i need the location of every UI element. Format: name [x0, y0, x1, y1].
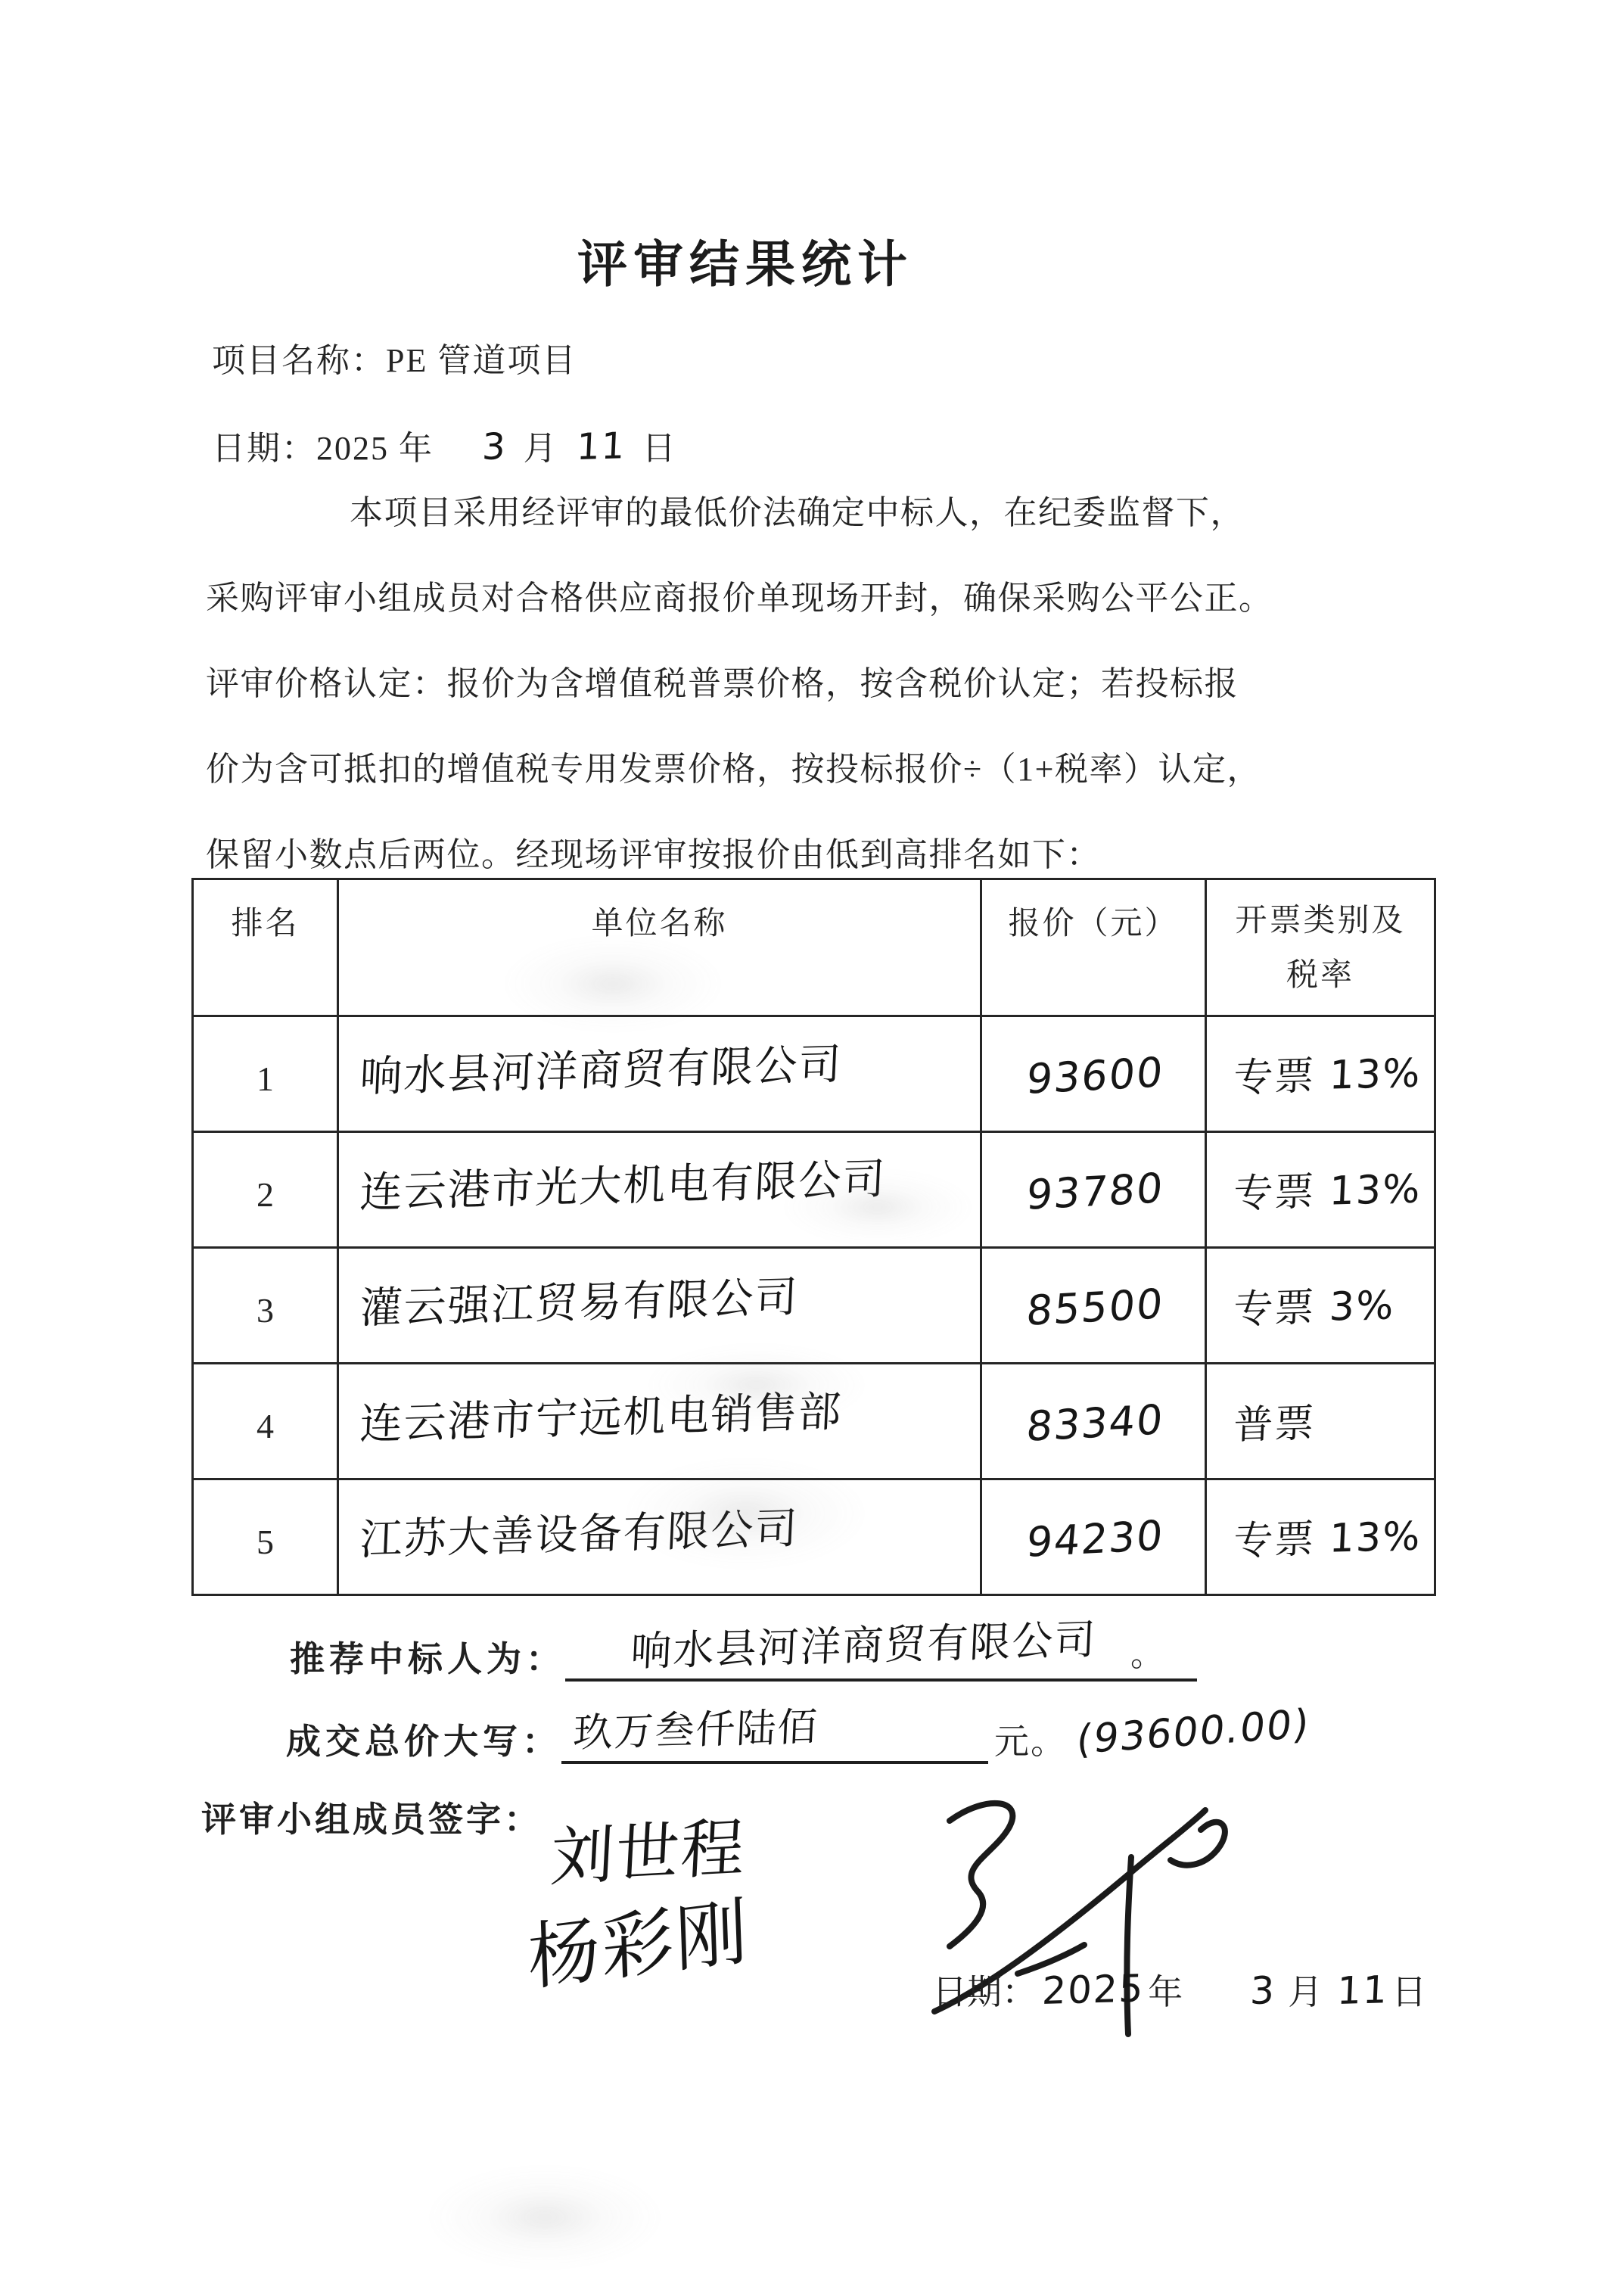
- winner-underline: [565, 1615, 1197, 1682]
- signature-2-handwritten: 杨彩刚: [526, 1888, 751, 2001]
- price-handwritten: 94230: [1024, 1510, 1167, 1566]
- invoice-handwritten: 专票 13%: [1233, 1165, 1422, 1217]
- price-cell: [981, 1016, 1206, 1132]
- invoice-handwritten: 专票 13%: [1233, 1050, 1422, 1101]
- table-row: [193, 1016, 1435, 1132]
- rank-cell: 3: [193, 1248, 338, 1364]
- winner-label: 推荐中标人为：: [290, 1640, 565, 1678]
- date-month-handwritten: 3: [481, 425, 508, 468]
- company-handwritten: 响水县河洋商贸有限公司: [359, 1040, 844, 1102]
- bottom-date-month-suffix: 月: [1288, 1973, 1323, 2011]
- paragraph-line: 保留小数点后两位。经现场评审按报价由低到高排名如下：: [206, 836, 1101, 873]
- rank-cell: 4: [193, 1364, 338, 1479]
- table-header-row: [193, 879, 1435, 1016]
- bottom-date-month-handwritten: 3: [1248, 1968, 1277, 2013]
- price-cell: [981, 1248, 1206, 1364]
- project-name-label: 项目名称：: [212, 342, 386, 379]
- table-row: [193, 1248, 1435, 1364]
- invoice-cell: [1206, 1248, 1435, 1364]
- total-amount-line: [286, 1700, 1313, 1764]
- invoice-handwritten: 专票 3%: [1233, 1282, 1396, 1333]
- table-row: [193, 1479, 1435, 1595]
- invoice-cell: [1206, 1132, 1435, 1248]
- company-cell: [338, 1248, 981, 1364]
- invoice-cell: [1206, 1479, 1435, 1595]
- header-price: 报价（元）: [981, 879, 1206, 1016]
- company-cell: [338, 1364, 981, 1479]
- recommended-winner-line: [290, 1615, 1197, 1682]
- price-handwritten: 85500: [1024, 1279, 1167, 1335]
- header-invoice-line1: 开票类别及: [1235, 904, 1406, 938]
- company-handwritten: 连云港市宁远机电销售部: [359, 1387, 844, 1449]
- price-handwritten: 93780: [1024, 1163, 1167, 1219]
- paragraph-line: 本项目采用经评审的最低价法确定中标人，在纪委监督下，: [350, 494, 1245, 531]
- project-name-line: [212, 333, 577, 381]
- amount-capital-handwritten: 玖万叁仟陆佰: [572, 1704, 819, 1756]
- company-handwritten: 江苏大善设备有限公司: [359, 1504, 800, 1565]
- paragraph-line: 价为含可抵扣的增值税专用发票价格，按投标报价÷（1+税率）认定，: [206, 751, 1261, 788]
- bottom-date-label: 日期：: [932, 1973, 1037, 2011]
- paragraph-line: 采购评审小组成员对合格供应商报价单现场开封，确保采购公平公正。: [206, 580, 1273, 617]
- page-title: 评审结果统计: [577, 238, 913, 293]
- bottom-date-line: [932, 1965, 1426, 2014]
- price-handwritten: 93600: [1024, 1047, 1167, 1103]
- signature-1-handwritten: 刘世程: [549, 1810, 748, 1895]
- bottom-date-year-handwritten: 2025: [1041, 1966, 1146, 2013]
- bottom-date-day-handwritten: 11: [1335, 1968, 1389, 2013]
- header-company: 单位名称: [338, 879, 981, 1016]
- company-cell: [338, 1132, 981, 1248]
- company-handwritten: 连云港市光大机电有限公司: [359, 1154, 888, 1218]
- date-day-suffix: 日: [642, 430, 677, 467]
- date-year-suffix: 年: [399, 430, 434, 467]
- invoice-handwritten: 普票: [1233, 1400, 1317, 1448]
- amount-numeric-handwritten: (93600.00): [1074, 1700, 1313, 1763]
- company-cell: [338, 1479, 981, 1595]
- bid-ranking-table: [191, 878, 1436, 1596]
- company-handwritten: 灌云强江贸易有限公司: [359, 1272, 800, 1333]
- signature-3-scribble: [904, 1784, 1245, 2064]
- table-row: [193, 1364, 1435, 1479]
- rank-cell: 5: [193, 1479, 338, 1595]
- winner-name-handwritten: 响水县河洋商贸有限公司: [630, 1615, 1098, 1675]
- invoice-cell: [1206, 1364, 1435, 1479]
- amount-label: 成交总价大写：: [286, 1722, 561, 1761]
- rank-cell: 2: [193, 1132, 338, 1248]
- bottom-date-day-suffix: 日: [1391, 1973, 1427, 2011]
- invoice-handwritten: 专票 13%: [1233, 1513, 1422, 1564]
- header-rank: 排名: [193, 879, 338, 1016]
- amount-unit: 元。: [994, 1722, 1067, 1761]
- company-cell: [338, 1016, 981, 1132]
- price-cell: [981, 1364, 1206, 1479]
- price-handwritten: 83340: [1024, 1395, 1167, 1451]
- header-invoice: [1206, 879, 1435, 1016]
- table-row: [193, 1132, 1435, 1248]
- winner-period: 。: [1130, 1636, 1164, 1673]
- date-label: 日期：: [212, 430, 316, 467]
- price-cell: [981, 1479, 1206, 1595]
- date-year: 2025: [316, 430, 389, 467]
- signature-section-label: 评审小组成员签字：: [201, 1800, 542, 1839]
- rank-cell: 1: [193, 1016, 338, 1132]
- date-day-handwritten: 11: [575, 425, 627, 468]
- paragraph-line: 评审价格认定：报价为含增值税普票价格，按含税价认定；若投标报: [206, 665, 1239, 702]
- date-month-suffix: 月: [523, 430, 558, 467]
- body-paragraph: [206, 490, 1454, 918]
- scan-smudge: [424, 2164, 666, 2270]
- top-date-line: [212, 421, 677, 469]
- header-invoice-line2: 税率: [1286, 958, 1354, 993]
- invoice-cell: [1206, 1016, 1435, 1132]
- price-cell: [981, 1132, 1206, 1248]
- project-name-value: PE 管道项目: [386, 342, 577, 379]
- amount-underline: [561, 1706, 988, 1764]
- bottom-date-year-suffix: 年: [1148, 1973, 1183, 2011]
